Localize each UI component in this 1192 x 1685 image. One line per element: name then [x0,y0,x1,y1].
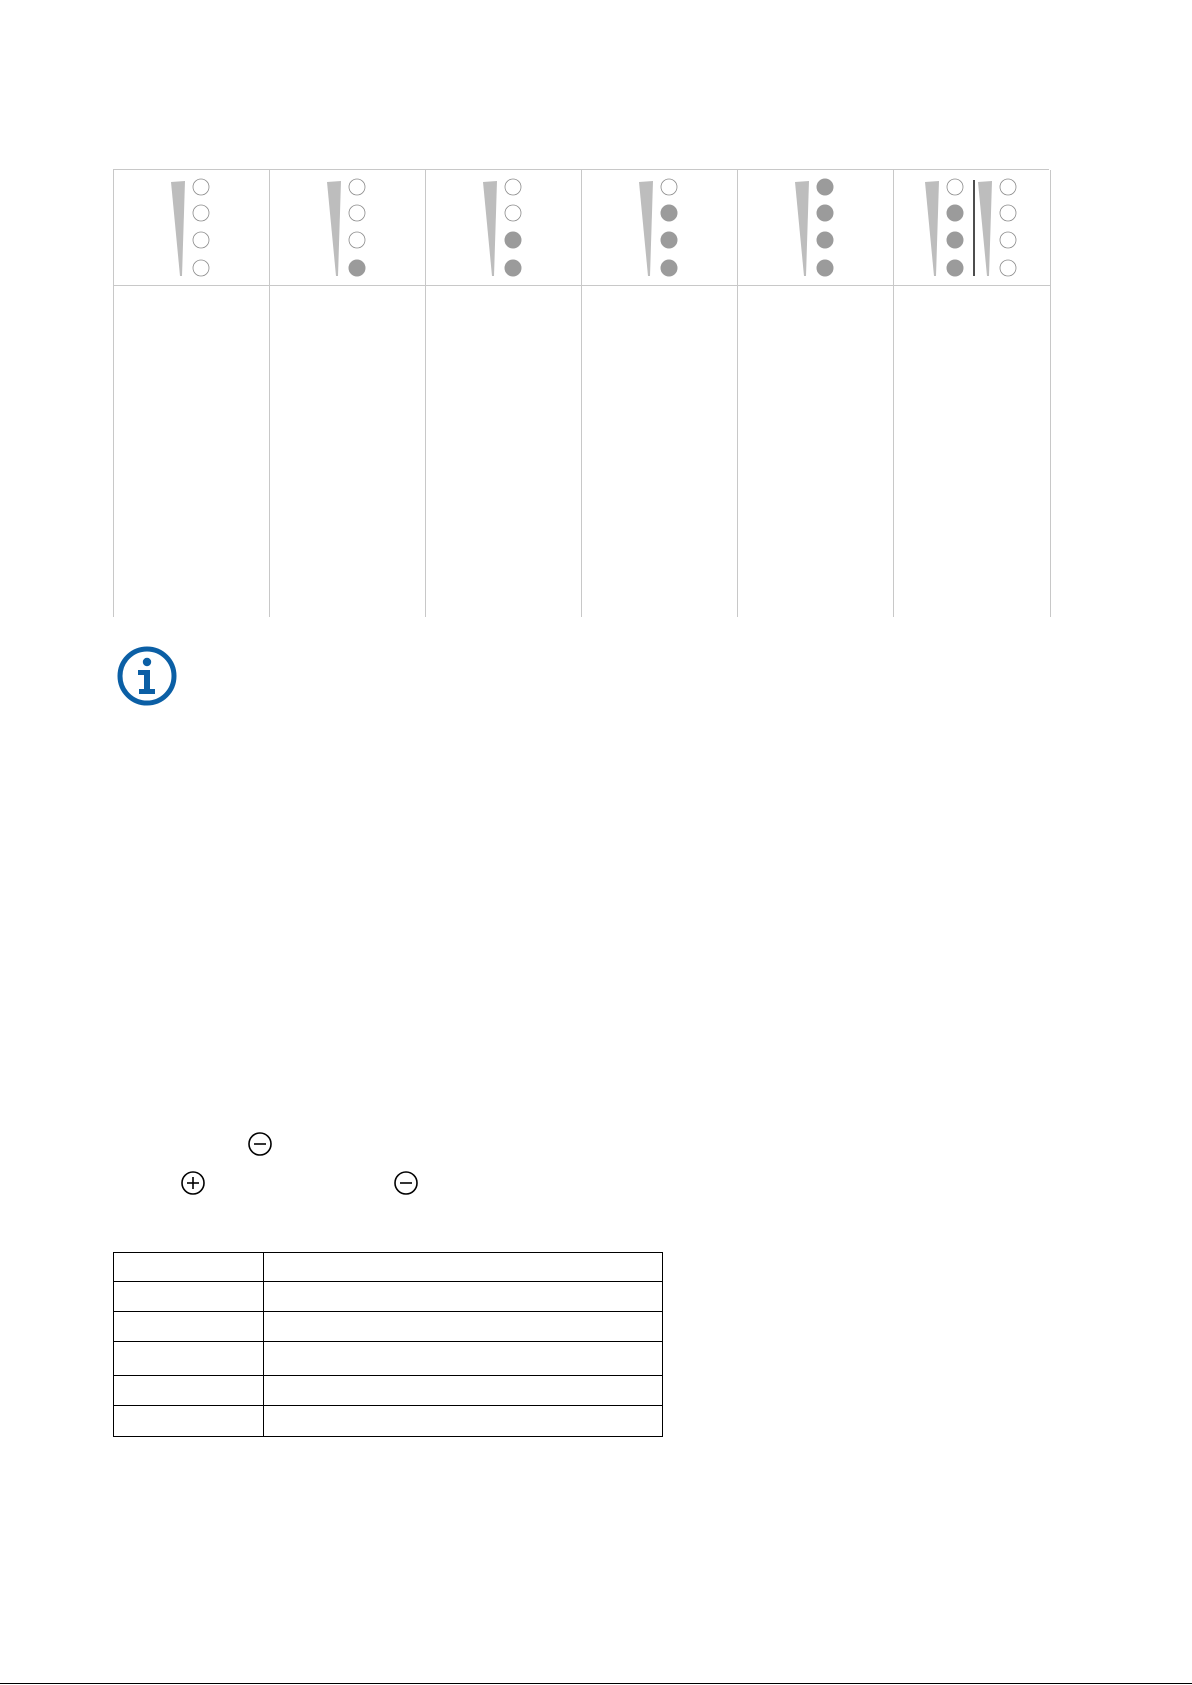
lamp-on-indicator [947,232,963,248]
indicator-column [893,170,1051,617]
indicator-header [270,170,426,286]
spec-table [113,1252,663,1437]
table-cell [264,1342,663,1376]
table-row [114,1312,663,1342]
lamp-off-indicator [1000,260,1016,276]
indicator-bar [978,181,992,276]
indicator-column [269,170,426,617]
table-cell [264,1282,663,1312]
table-cell [114,1406,264,1437]
table-cell [114,1376,264,1406]
table-cell [114,1282,264,1312]
table-row [114,1282,663,1312]
indicator-cell [894,286,1050,617]
table-row [114,1342,663,1376]
lamp-on-indicator [817,205,833,221]
indicator-bar [925,181,939,276]
indicator-cell [426,286,582,617]
lamp-off-indicator [193,205,209,221]
footer-rule [0,1683,1192,1684]
plus-circle-icon [180,1170,206,1196]
table-cell [114,1342,264,1376]
indicator-cell [114,286,270,617]
table-row [114,1376,663,1406]
indicator-header [582,170,738,286]
lamp-off-indicator [193,179,209,195]
indicator-column [581,170,738,617]
table-row [114,1406,663,1437]
indicator-header [426,170,582,286]
lamp-on-indicator [947,205,963,221]
lamp-off-indicator [1000,232,1016,248]
indicator-graphic [426,170,582,285]
lamp-off-indicator [193,232,209,248]
indicator-cell [270,286,426,617]
lamp-off-indicator [193,260,209,276]
lamp-on-indicator [349,260,365,276]
indicator-graphic [114,170,270,285]
indicator-grid [113,169,1049,617]
indicator-column [737,170,894,617]
indicator-bar [171,181,185,276]
lamp-on-indicator [505,260,521,276]
table-cell [264,1312,663,1342]
lamp-off-indicator [349,232,365,248]
lamp-on-indicator [817,232,833,248]
lamp-on-indicator [817,260,833,276]
indicator-bar [639,181,653,276]
lamp-on-indicator [661,232,677,248]
minus-circle-icon [247,1131,273,1157]
indicator-cell [738,286,894,617]
indicator-graphic [894,170,1050,285]
indicator-graphic [582,170,738,285]
indicator-bar [483,181,497,276]
table-cell [264,1406,663,1437]
table-cell [114,1253,264,1282]
indicator-header [894,170,1050,286]
lamp-off-indicator [947,179,963,195]
lamp-off-indicator [1000,179,1016,195]
indicator-column [113,170,270,617]
indicator-bar [795,181,809,276]
indicator-graphic [738,170,894,285]
lamp-on-indicator [661,260,677,276]
indicator-cell [582,286,738,617]
table-cell [114,1312,264,1342]
indicator-header [738,170,894,286]
lamp-off-indicator [505,205,521,221]
lamp-off-indicator [349,205,365,221]
table-cell [264,1376,663,1406]
lamp-off-indicator [505,179,521,195]
lamp-off-indicator [1000,205,1016,221]
indicator-bar [327,181,341,276]
lamp-on-indicator [661,205,677,221]
indicator-graphic [270,170,426,285]
minus-circle-icon [393,1170,419,1196]
indicator-header [114,170,270,286]
lamp-on-indicator [817,179,833,195]
info-icon [116,645,178,707]
lamp-on-indicator [505,232,521,248]
table-row [114,1253,663,1282]
lamp-off-indicator [661,179,677,195]
indicator-column [425,170,582,617]
lamp-off-indicator [349,179,365,195]
lamp-on-indicator [947,260,963,276]
table-cell [264,1253,663,1282]
